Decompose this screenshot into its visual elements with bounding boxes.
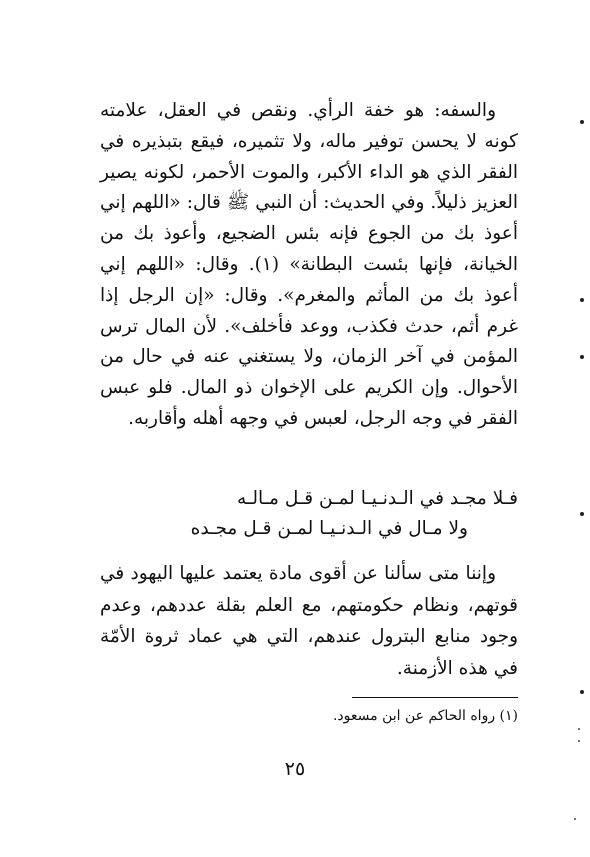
scan-speck — [574, 818, 576, 820]
scan-speck — [578, 740, 580, 742]
paragraph-1-container — [100, 96, 518, 435]
margin-hole-mark — [580, 355, 584, 359]
paragraph-2: وإننا متى سألنا عن أقوى مادة يعتمد عليها اليهود في قوتهم، ونظام حكومتهم، مع العلم بقلة عددهم، وعدم وجود منابع البترول عندهم، التي هي عماد ثروة الأمّة في هذه الأزمنة. — [100, 563, 518, 679]
page-number: ٢٥ — [284, 758, 306, 780]
paragraph-2-container — [100, 558, 518, 684]
verse-line-1: فـلا مجـد في الـدنـيـا لمـن قـل مـالـه — [237, 488, 518, 509]
footnote: (١) رواه الحاكم عن ابن مسعود. — [332, 708, 518, 724]
footnote-divider — [352, 697, 518, 698]
margin-hole-mark — [580, 512, 584, 516]
scan-speck — [578, 728, 580, 730]
margin-hole-mark — [580, 298, 584, 302]
margin-hole-mark — [580, 120, 584, 124]
verse-line-2: ولا مـال في الـدنـيـا لمـن قـل مجـده — [190, 518, 468, 539]
paragraph-1: والسفه: هو خفة الرأي. ونقص في العقل، علامته كونه لا يحسن توفير ماله، ولا تثميره، فيقع بتبذيره في الفقر الذي هو الداء الأكبر، والموت الأحمر، لكونه يصير العزيز ذليلاً. وفي الحديث: أن النبي ﷺ قال: «اللهم إني أعوذ بك من الجوع فإنه بئس الضجيع، وأعوذ بك من الخيانة، فإنها بئست البطانة» (١). وقال: «اللهم إني أعوذ بك من المأثم والمغرم». وقال: «إن الرجل إذا غرم أثم، حدث فكذب، ووعد فأخلف». لأن المال ترس المؤمن في آخر الزمان، ولا يستغني عنه في حال من الأحوال. وإن الكريم على الإخوان ذو المال. فلو عبس الفقر في وجه الرجل، لعبس في وجهه أهله وأقاربه. — [100, 100, 519, 429]
margin-hole-mark — [580, 690, 584, 694]
